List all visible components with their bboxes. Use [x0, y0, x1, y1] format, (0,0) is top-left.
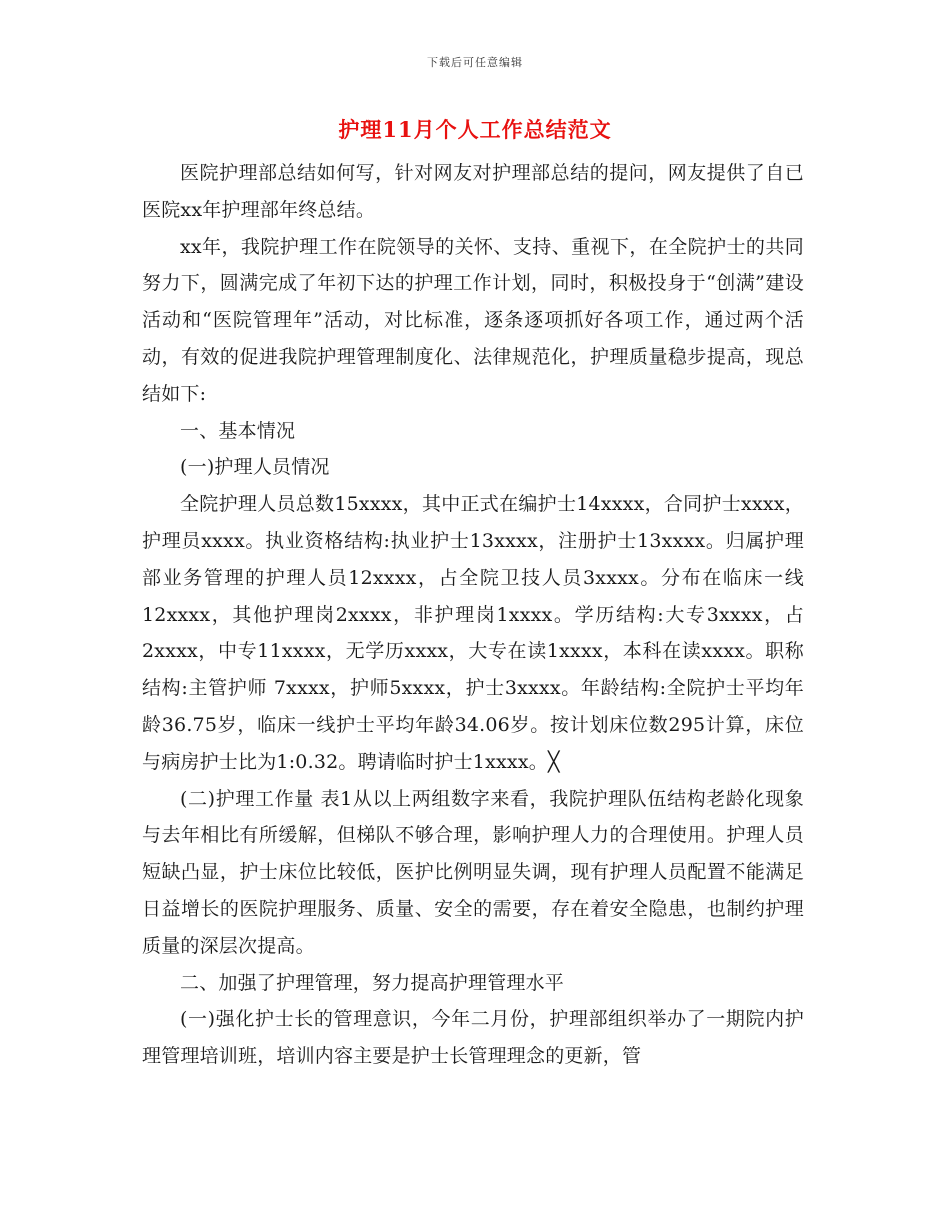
paragraph-summary: xx年，我院护理工作在院领导的关怀、支持、重视下，在全院护士的共同努力下，圆满完成了年初下达的护理工作计划，同时，积极投身于“创满”建设活动和“医院管理年”活动，对比标准，逐条逐项抓好各项工作，通过两个活动，有效的促进我院护理管理制度化、法律规范化，护理质量稳步提高，现总结如下: — [142, 235, 804, 405]
header-note: 下载后可任意编辑 — [427, 56, 523, 69]
document-title: 护理11月个人工作总结范文 — [338, 117, 612, 142]
paragraph-management-training: (一)强化护士长的管理意识，今年二月份，护理部组织举办了一期院内护理管理培训班，培训内容主要是护士长管理理念的更新，管 — [142, 1008, 804, 1068]
paragraph-intro: 医院护理部总结如何写，针对网友对护理部总结的提问，网友提供了自已医院xx年护理部年终总结。 — [142, 162, 804, 221]
section-heading-management: 二、加强了护理管理，努力提高护理管理水平 — [180, 971, 565, 994]
paragraph-staff-details: 全院护理人员总数15xxxx，其中正式在编护士14xxxx，合同护士xxxx，护理员xxxx。执业资格结构:执业护士13xxxx，注册护士13xxxx。归属护理部业务管理的护理人员12xxxx，占全院卫技人员3xxxx。分布在临床一线12xxxx，其他护理岗2xxxx，非护理岗1xxxx。学历结构:大专3xxxx，占2xxxx，中专11xxxx，无学历xxxx，大专在读1xxxx，本科在读xxxx。职称结构:主管护师 7xxxx，护师5xxxx，护士3xxxx。年龄结构:全院护士平均年龄36.75岁，临床一线护士平均年龄34.06岁。按计划床位数295计算，床位与病房护士比为1:0.32。聘请临时护士1xxxx。╳ — [142, 493, 804, 773]
subsection-heading-staff: (一)护理人员情况 — [180, 456, 330, 479]
paragraph-workload: (二)护理工作量 表1从以上两组数字来看，我院护理队伍结构老龄化现象与去年相比有所缓解，但梯队不够合理，影响护理人力的合理使用。护理人员短缺凸显，护士床位比较低，医护比例明显失调，现有护理人员配置不能满足日益增长的医院护理服务、质量、安全的需要，存在着安全隐患，也制约护理质量的深层次提高。 — [142, 787, 804, 957]
section-heading-basic-situation: 一、基本情况 — [180, 419, 296, 442]
document-body — [142, 155, 804, 1075]
